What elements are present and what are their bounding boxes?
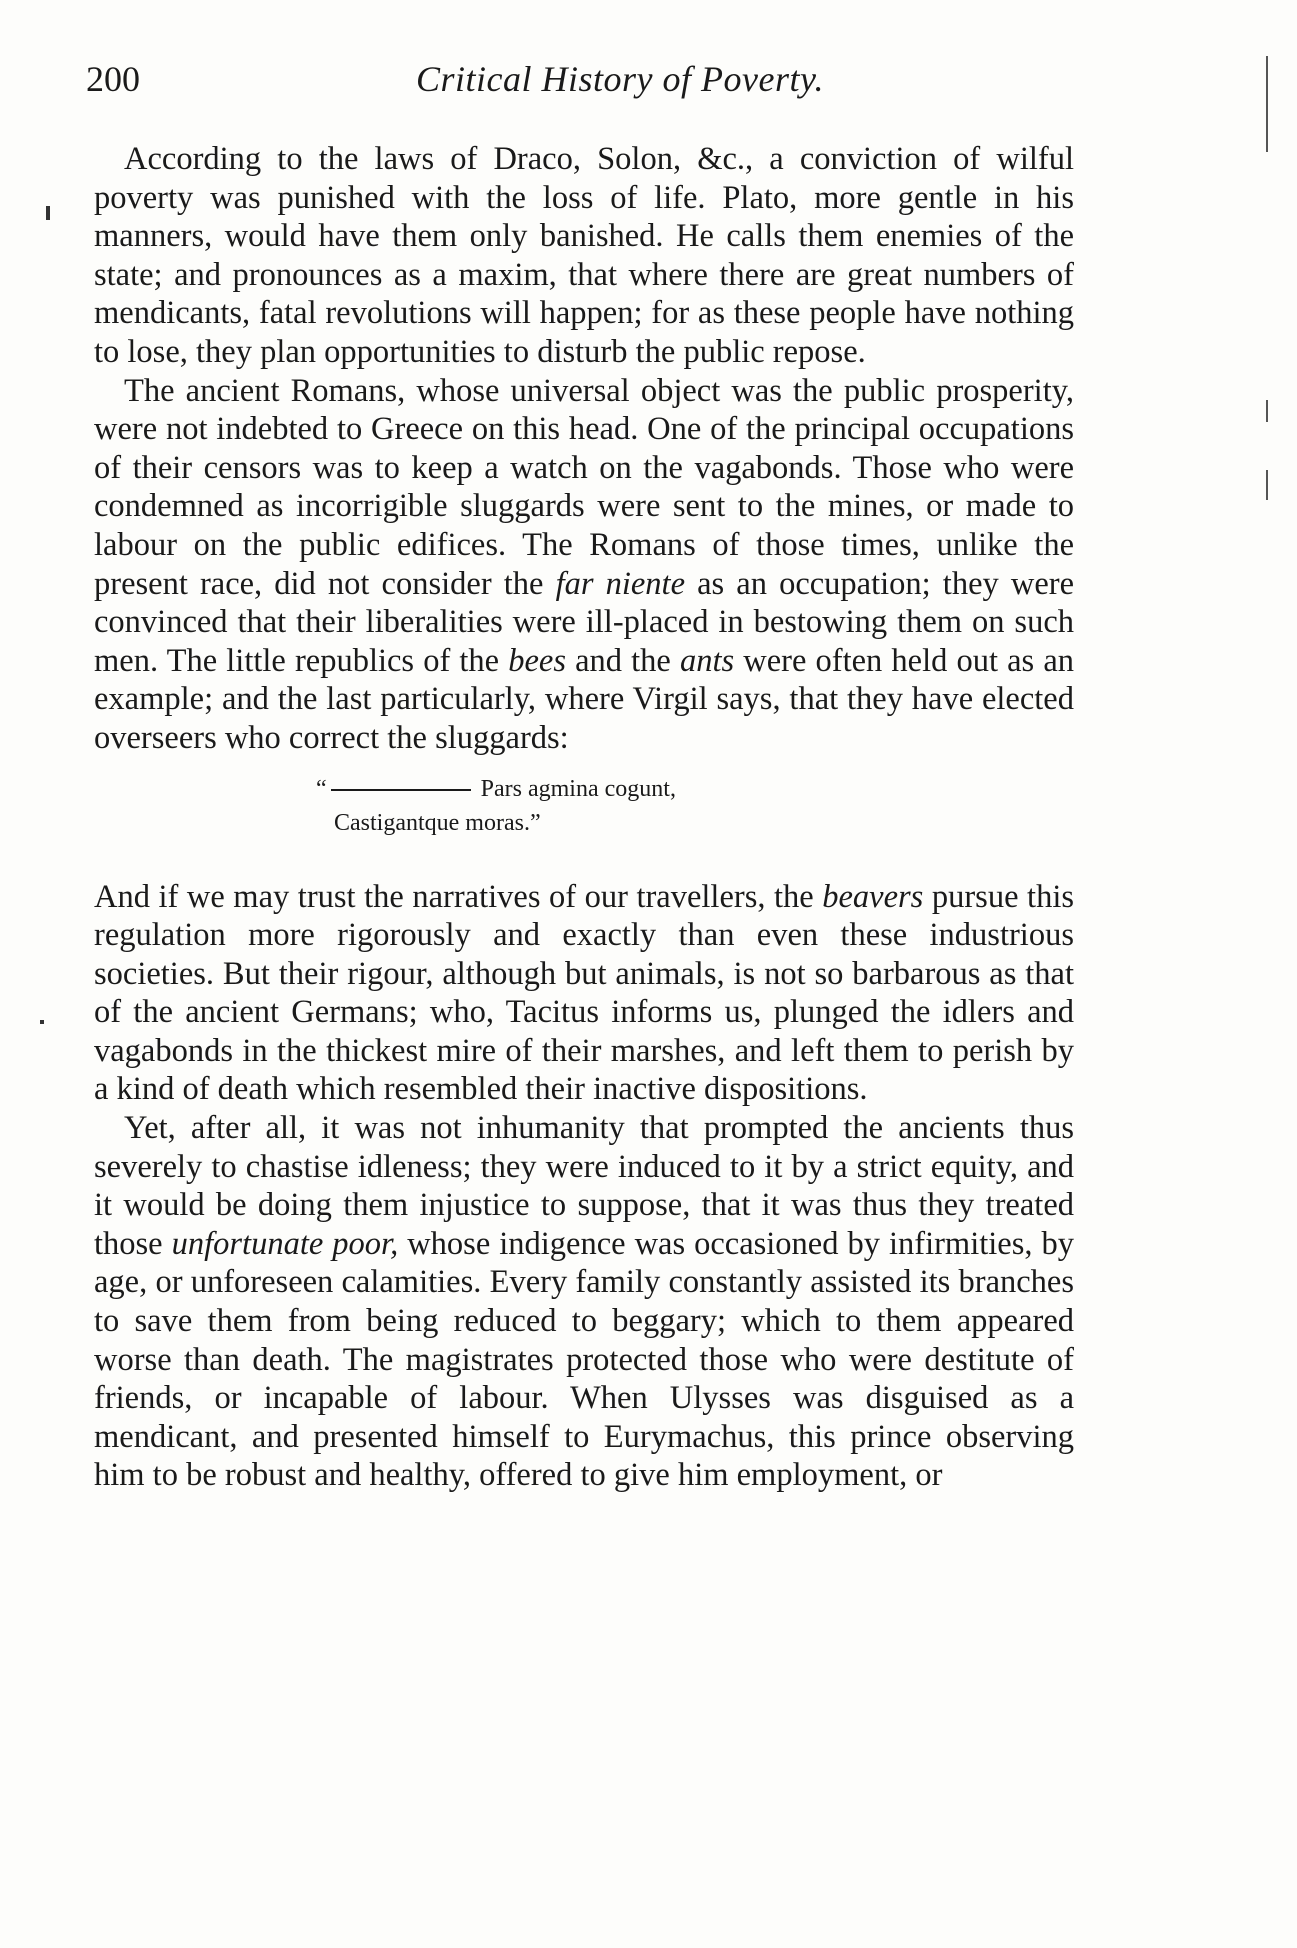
running-title: Critical History of Poverty. (416, 59, 824, 99)
paragraph-2-text: and the (565, 642, 680, 679)
page-number: 200 (86, 59, 140, 99)
scan-edge-mark (1266, 56, 1268, 152)
paragraph-4-text: whose indigence was occasioned by infirmities, by age, or unforeseen calamities. Every family constantly assisted its branches to save them from being reduced to beggary; which to them appeared worse than death. The magistrates protected those who were destitute of friends, or incapable of labour. When Ulysses was disguised as a mendicant, and presented himself to Eurymachus, this prince observing him to be robust and healthy, offered to give him employment, or (94, 1225, 1074, 1494)
quotation-text-1: Pars agmina cogunt, (480, 775, 676, 802)
paragraph-4-text: Yet, after all, it was not inhumanity that prompted the ancients thus severely to chastise idleness; they were induced to it by a strict equity, and it would be doing them injustice to suppose, that it was thus they treated those (94, 1110, 1074, 1262)
page-header (86, 58, 1076, 106)
italic-far-niente: far niente (555, 565, 686, 602)
paragraph-2 (94, 372, 1074, 758)
paragraph-2-text: The ancient Romans, whose universal object was the public prosperity, were not indebted to Greece on this head. One of the principal occupations of their censors was to keep a watch on the vagabonds. Those who were condemned as incorrigible sluggards were sent to the mines, or made to labour on the public edifices. The Romans of those times, unlike the present race, did not consider the (94, 372, 1074, 602)
body-text (94, 140, 1074, 1495)
paragraph-2-text: were often held out as an example; and the last particularly, where Virgil says, that they have elected overseers who correct the sluggards: (94, 642, 1074, 756)
paragraph-3-text: pursue this regulation more rigorously and exactly than even these industrious societies. But their rigour, although but animals, is not so barbarous as that of the ancient Germans; who, Tacitus informs us, plunged the idlers and vagabonds in the thickest mire of their marshes, and left them to perish by a kind of death which resembled their inactive dispositions. (94, 878, 1074, 1108)
quotation-dash (331, 789, 471, 791)
paragraph-2-text: as an occupation; they were convinced that their liberalities were ill-placed in bestowing them on such men. The little republics of the (94, 565, 1074, 679)
quotation-line-1 (316, 772, 676, 806)
italic-unfortunate-poor: unfortunate poor, (171, 1225, 399, 1262)
scan-speck (40, 1020, 44, 1024)
italic-bees: bees (508, 642, 566, 679)
paragraph-3 (94, 878, 1074, 1110)
scan-speck (46, 206, 50, 220)
quotation-open-mark: “ (316, 775, 327, 802)
scan-edge-mark (1266, 400, 1268, 422)
paragraph-3-text: And if we may trust the narratives of our travellers, the (94, 878, 823, 915)
italic-ants: ants (679, 642, 735, 679)
italic-beavers: beavers (822, 878, 924, 915)
latin-quotation (94, 758, 1074, 878)
quotation-line-2: Castigantque moras.” (334, 809, 541, 836)
paragraph-1: According to the laws of Draco, Solon, &c., a conviction of wilful poverty was punished with the loss of life. Plato, more gentle in his manners, would have them only banished. He calls them enemies of the state; and pronounces as a maxim, that where there are great numbers of mendicants, fatal revolutions will happen; for as these people have nothing to lose, they plan opportunities to disturb the public repose. (94, 141, 1074, 370)
paragraph-4 (94, 1109, 1074, 1495)
scan-edge-mark (1266, 470, 1268, 500)
